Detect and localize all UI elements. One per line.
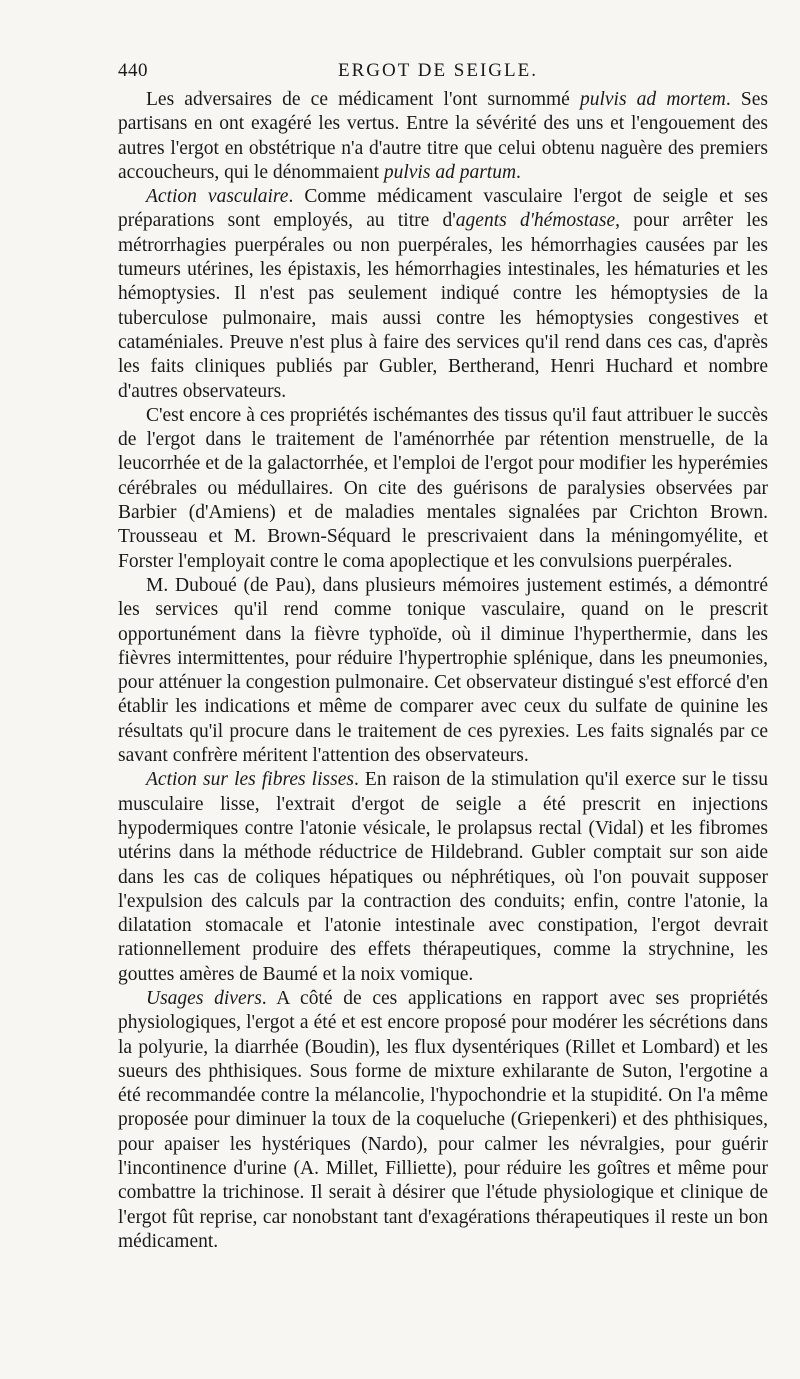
paragraph-duboue: M. Duboué (de Pau), dans plusieurs mémoires justement estimés, a démontré les services qu'il rend comme tonique vasculaire, quand on le prescrit opportunément dans la fièvre typhoïde, où il diminue l'hyperthermie, dans les fièvres intermittentes, pour réduire l'hypertrophie splénique, dans les pneumonies, pour atténuer la congestion pulmonaire. Cet observateur distingué s'est efforcé d'en établir les indications et même de comparer avec ceux du sulfate de quinine les résultats qu'il procure dans le traitement de ces pyrexies. Les faits signalés par ce savant confrère méritent l'attention des observateurs. (118, 574, 768, 767)
section-heading: Usages divers (146, 987, 262, 1009)
paragraph-action-vasculaire: Action vasculaire. Comme médicament vasculaire l'ergot de seigle et ses préparations sont employés, au titre d'agents d'hémostase, pour arrêter les métrorrhagies puerpérales ou non puerpérales, les hémorrhagies causées par les tumeurs utérines, les épistaxis, les hémorrhagies intestinales, les hématuries et les hémoptysies. Il n'est pas seulement indiqué contre les hémoptysies de la tuberculose pulmonaire, mais aussi contre les hémoptysies congestives et cataméniales. Preuve n'est plus à faire des services qu'il rend dans ces cas, d'après les faits cliniques publiés par Gubler, Bertherand, Henri Huchard et nombre d'autres observateurs. (118, 186, 769, 402)
paragraph-intro: Les adversaires de ce médicament l'ont surnommé pulvis ad mortem. Ses partisans en ont exagéré les vertus. Entre la sévérité des uns et l'engouement des autres l'ergot en obstétrique n'a d'autre titre que celui obtenu naguère des premiers accoucheurs, qui le dénommaient pulvis ad partum. (118, 89, 768, 183)
body-text (118, 88, 768, 1254)
paragraph-ischemantes: C'est encore à ces propriétés ischémantes des tissus qu'il faut attribuer le succès de l'ergot dans le traitement de l'aménorrhée par rétention menstruelle, de la leucorrhée et de la galactorrhée, et l'emploi de l'ergot pour modifier les hyperémies cérébrales ou médullaires. On cite des guérisons de paralysies observées par Barbier (d'Amiens) et de maladies mentales signalées par Crichton Brown. Trousseau et M. Brown-Séquard le prescrivaient dans la méningomyélite, et Forster l'employait contre le coma apoplectique et les convulsions puerpérales. (118, 404, 768, 572)
page-header (118, 58, 768, 86)
running-title: ERGOT DE SEIGLE. (338, 60, 538, 81)
paragraph-usages-divers: Usages divers. A côté de ces applications en rapport avec ses propriétés physiologiques, l'ergot a été et est encore proposé pour modérer les sécrétions dans la polyurie, la diarrhée (Boudin), les flux dysentériques (Rillet et Lombard) et les sueurs des phthisiques. Sous forme de mixture exhilarante de Suton, l'ergotine a été recommandée contre la mélancolie, l'hypochondrie et la stupidité. On l'a même proposée pour diminuer la toux de la coqueluche (Griepenkeri) et des phthisiques, pour apaiser les hystériques (Nardo), pour calmer les névralgies, pour guérir l'incontinence d'urine (A. Millet, Filliette), pour réduire les goîtres et même pour combattre la trichinose. Il serait à désirer que l'étude physiologique et clinique de l'ergot fût reprise, car nonobstant tant d'exagérations thérapeutiques il reste un bon médicament. (118, 987, 769, 1252)
paragraph-fibres-lisses: Action sur les fibres lisses. En raison de la stimulation qu'il exerce sur le tissu musculaire lisse, l'extrait d'ergot de seigle a été prescrit en injections hypodermiques contre l'atonie vésicale, le prolapsus rectal (Vidal) et les fibromes utérins dans la méthode réductrice de Hildebrand. Gubler comptait sur son aide dans les cas de coliques hépatiques ou néphrétiques, où l'on pouvait supposer l'expulsion des calculs par la contraction des conduits; enfin, contre l'atonie, la dilatation stomacale et l'atonie intestinale avec constipation, l'ergot devrait rationnellement produire des effets thérapeutiques, comme la strychnine, les gouttes amères de Baumé et la noix vomique. (118, 769, 768, 985)
page-number: 440 (118, 60, 148, 81)
section-heading: Action sur les fibres lisses (146, 769, 354, 791)
section-heading: Action vasculaire (146, 186, 289, 208)
